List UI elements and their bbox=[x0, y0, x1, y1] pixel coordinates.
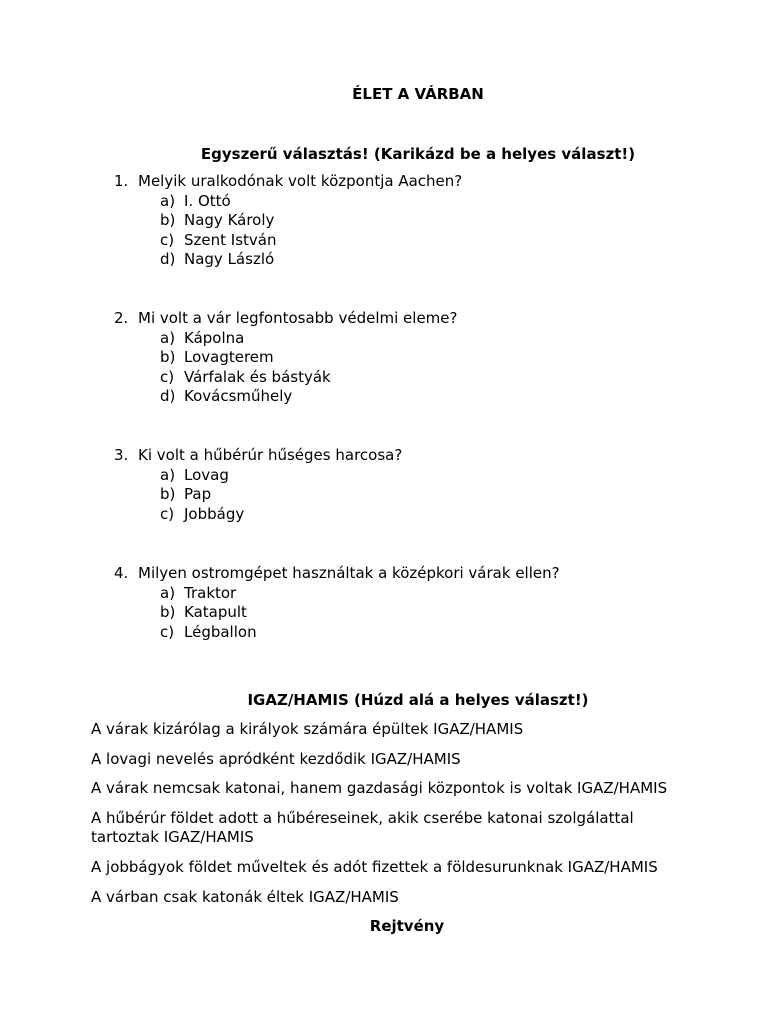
option-list bbox=[114, 329, 457, 407]
option-text: Szent István bbox=[184, 230, 277, 249]
option-c[interactable] bbox=[160, 368, 457, 388]
true-false-statement[interactable]: A jobbágyok földet műveltek és adót fizettek a földesurunknak IGAZ/HAMIS bbox=[91, 857, 658, 876]
question-4 bbox=[114, 564, 560, 642]
option-letter: c) bbox=[160, 367, 175, 386]
option-letter: c) bbox=[160, 622, 175, 641]
true-false-statement[interactable]: A lovagi nevelés apródként kezdődik IGAZ/HAMIS bbox=[91, 749, 461, 768]
option-text: Jobbágy bbox=[184, 504, 245, 523]
option-list bbox=[114, 466, 402, 525]
question-text: Mi volt a vár legfontosabb védelmi eleme? bbox=[138, 309, 458, 327]
true-false-statement[interactable]: A várak nemcsak katonai, hanem gazdasági központok is voltak IGAZ/HAMIS bbox=[91, 779, 668, 798]
option-text: I. Ottó bbox=[184, 191, 231, 210]
option-letter: b) bbox=[160, 348, 176, 367]
option-c[interactable] bbox=[160, 231, 462, 251]
option-a[interactable] bbox=[160, 192, 462, 212]
puzzle-heading: Rejtvény bbox=[369, 917, 445, 935]
option-list bbox=[114, 192, 462, 270]
option-d[interactable] bbox=[160, 250, 462, 270]
option-text: Lovag bbox=[184, 465, 229, 484]
true-false-statement[interactable]: A várban csak katonák éltek IGAZ/HAMIS bbox=[91, 887, 399, 906]
multiple-choice-heading: Egyszerű választás! (Karikázd be a helyes választ!) bbox=[200, 145, 636, 163]
option-b[interactable] bbox=[160, 348, 457, 368]
option-c[interactable] bbox=[160, 505, 402, 525]
option-c[interactable] bbox=[160, 623, 560, 643]
true-false-statement[interactable]: A várak kizárólag a királyok számára épültek IGAZ/HAMIS bbox=[91, 720, 524, 738]
option-letter: a) bbox=[160, 328, 176, 347]
option-b[interactable] bbox=[160, 603, 560, 623]
page-title: ÉLET A VÁRBAN bbox=[352, 85, 484, 103]
true-false-list bbox=[91, 720, 691, 917]
option-list bbox=[114, 584, 560, 643]
option-text: Katapult bbox=[184, 603, 247, 622]
question-text: Milyen ostromgépet használtak a középkori várak ellen? bbox=[138, 564, 560, 582]
option-text: Nagy Károly bbox=[184, 211, 275, 230]
option-letter: a) bbox=[160, 583, 176, 602]
option-letter: d) bbox=[160, 250, 176, 269]
option-letter: b) bbox=[160, 603, 176, 622]
option-text: Kovácsműhely bbox=[184, 387, 293, 406]
option-b[interactable] bbox=[160, 485, 402, 505]
option-a[interactable] bbox=[160, 329, 457, 349]
option-text: Traktor bbox=[184, 583, 237, 602]
option-a[interactable] bbox=[160, 466, 402, 486]
true-false-heading: IGAZ/HAMIS (Húzd alá a helyes választ!) bbox=[247, 691, 589, 709]
option-letter: b) bbox=[160, 211, 176, 230]
option-text: Várfalak és bástyák bbox=[184, 367, 331, 386]
question-text: Ki volt a hűbérúr hűséges harcosa? bbox=[138, 446, 403, 464]
option-d[interactable] bbox=[160, 387, 457, 407]
option-text: Lovagterem bbox=[184, 348, 274, 367]
question-1 bbox=[114, 172, 462, 270]
option-letter: a) bbox=[160, 191, 176, 210]
question-number: 3. bbox=[114, 446, 129, 464]
option-b[interactable] bbox=[160, 211, 462, 231]
question-2 bbox=[114, 309, 457, 407]
option-text: Légballon bbox=[184, 622, 257, 641]
option-text: Kápolna bbox=[184, 328, 245, 347]
option-letter: d) bbox=[160, 387, 176, 406]
option-text: Nagy László bbox=[184, 250, 275, 269]
question-number: 1. bbox=[114, 172, 129, 190]
question-text: Melyik uralkodónak volt központja Aachen? bbox=[138, 172, 463, 190]
option-text: Pap bbox=[184, 485, 212, 504]
option-letter: c) bbox=[160, 504, 175, 523]
option-letter: a) bbox=[160, 465, 176, 484]
option-letter: c) bbox=[160, 230, 175, 249]
option-letter: b) bbox=[160, 485, 176, 504]
question-number: 2. bbox=[114, 309, 129, 327]
question-number: 4. bbox=[114, 564, 129, 582]
option-a[interactable] bbox=[160, 584, 560, 604]
true-false-statement[interactable]: A hűbérúr földet adott a hűbéreseinek, akik cserébe katonai szolgálattal tartoztak IGAZ/HAMIS bbox=[91, 808, 634, 847]
question-3 bbox=[114, 446, 402, 524]
